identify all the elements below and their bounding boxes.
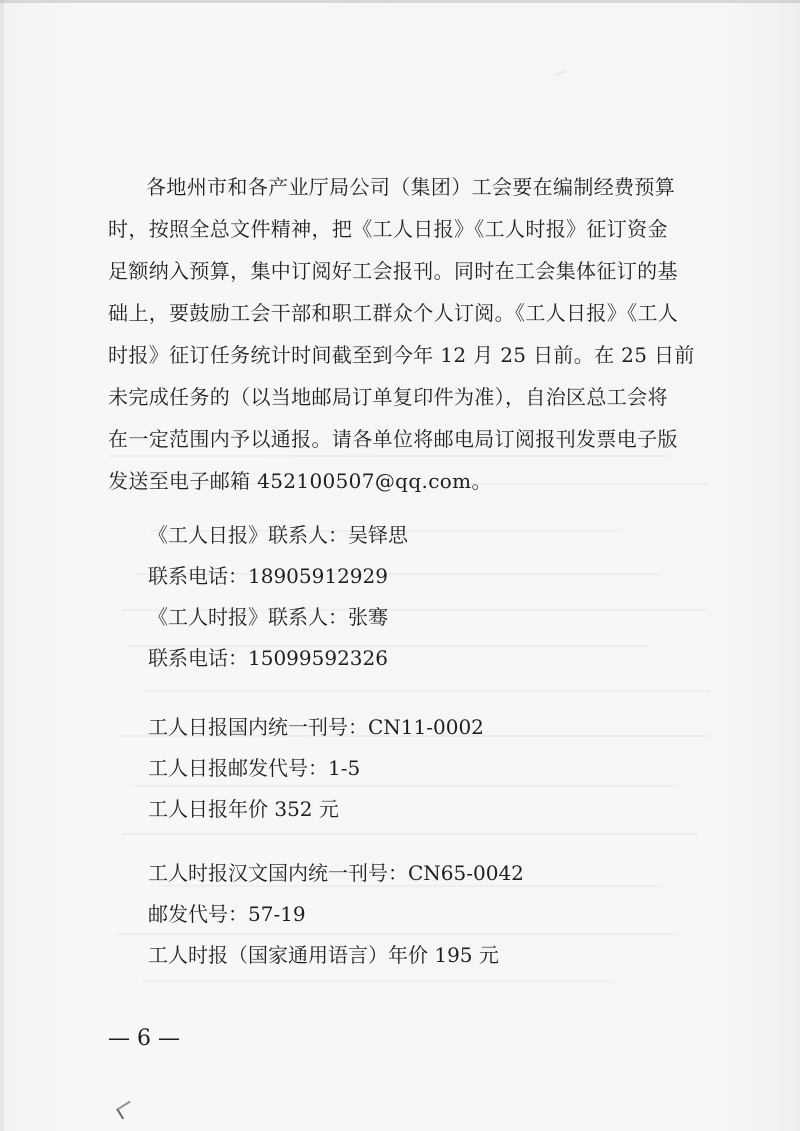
workers-times-contact-person: 《工人时报》联系人：张骞 xyxy=(148,605,388,629)
bleed-line xyxy=(142,980,612,982)
paragraph-line-4: 础上，要鼓励工会干部和职工群众个人订阅。《工人日报》《工人 xyxy=(108,301,679,325)
workers-times-contact-phone: 联系电话：15099592326 xyxy=(148,646,388,670)
scan-left-edge xyxy=(0,0,4,1131)
workers-daily-contact-phone: 联系电话：18905912929 xyxy=(148,564,388,588)
workers-daily-issn-line: 工人日报国内统一刊号：CN11-0002 xyxy=(148,715,484,739)
page-number: — 6 — xyxy=(108,1026,180,1051)
bleed-line xyxy=(134,785,674,787)
workers-times-postal-code-line: 邮发代号：57-19 xyxy=(148,902,306,926)
paragraph-line-6: 未完成任务的（以当地邮局订单复印件为准），自治区总工会将 xyxy=(108,385,668,409)
scan-speck-top xyxy=(555,70,567,76)
paragraph-line-8: 发送至电子邮箱 452100507@qq.com。 xyxy=(108,469,492,493)
bleed-line xyxy=(116,933,676,935)
bleed-line xyxy=(122,833,697,835)
paragraph-line-1: 各地州市和各产业厅局公司（集团）工会要在编制经费预算 xyxy=(146,175,676,199)
scan-top-edge xyxy=(0,0,800,3)
paragraph-line-2: 时，按照全总文件精神，把《工人日报》《工人时报》征订资金 xyxy=(108,217,668,241)
bleed-line xyxy=(146,690,711,692)
workers-daily-postal-code-line: 工人日报邮发代号：1-5 xyxy=(148,756,361,780)
paragraph-line-5: 时报》征订任务统计时间截至到今年 12 月 25 日前。在 25 日前 xyxy=(108,343,695,367)
scan-mark-bottom xyxy=(116,1101,136,1120)
workers-times-issn-line: 工人时报汉文国内统一刊号：CN65-0042 xyxy=(148,861,524,885)
workers-daily-contact-person: 《工人日报》联系人：吴铎思 xyxy=(148,523,408,547)
workers-times-price-line: 工人时报（国家通用语言）年价 195 元 xyxy=(148,943,499,967)
paragraph-line-7: 在一定范围内予以通报。请各单位将邮电局订阅报刊发票电子版 xyxy=(108,427,678,451)
workers-daily-price-line: 工人日报年价 352 元 xyxy=(148,797,339,821)
paragraph-line-3: 足额纳入预算，集中订阅好工会报刊。同时在工会集体征订的基 xyxy=(108,259,678,283)
